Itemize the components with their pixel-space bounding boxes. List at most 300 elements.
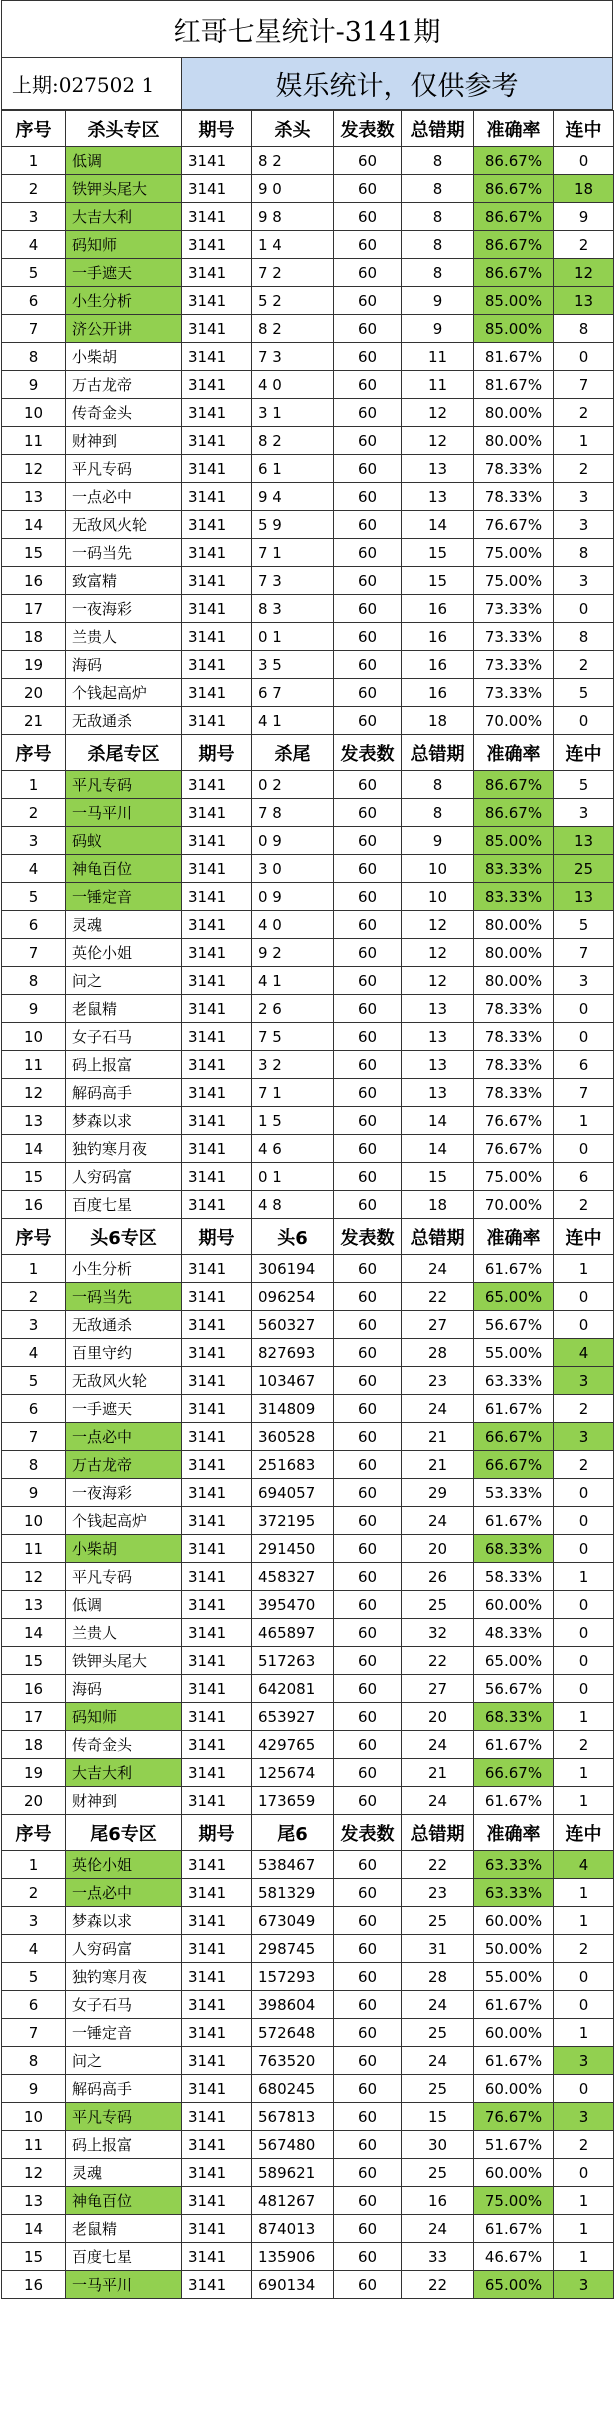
accuracy-rate: 80.00% — [474, 399, 554, 427]
expert-name: 梦森以求 — [66, 1907, 182, 1935]
row-number: 2 — [2, 1879, 66, 1907]
row-number: 12 — [2, 1079, 66, 1107]
table-row — [2, 799, 614, 827]
row-number: 7 — [2, 315, 66, 343]
win-streak: 12 — [554, 259, 614, 287]
accuracy-rate: 78.33% — [474, 1023, 554, 1051]
expert-name: 人穷码富 — [66, 1935, 182, 1963]
win-streak: 0 — [554, 995, 614, 1023]
win-streak: 0 — [554, 1479, 614, 1507]
expert-name: 无敌风火轮 — [66, 1367, 182, 1395]
table-row — [2, 679, 614, 707]
row-number: 15 — [2, 1163, 66, 1191]
accuracy-rate: 66.67% — [474, 1451, 554, 1479]
win-streak: 18 — [554, 175, 614, 203]
post-count: 60 — [334, 371, 402, 399]
accuracy-rate: 60.00% — [474, 1907, 554, 1935]
accuracy-rate: 73.33% — [474, 623, 554, 651]
accuracy-rate: 86.67% — [474, 771, 554, 799]
period-cell: 3141 — [182, 995, 252, 1023]
error-count: 8 — [402, 231, 474, 259]
error-count: 9 — [402, 827, 474, 855]
section-header-row — [2, 111, 614, 147]
error-count: 24 — [402, 2215, 474, 2243]
post-count: 60 — [334, 1535, 402, 1563]
accuracy-rate: 70.00% — [474, 1191, 554, 1219]
header-streak: 连中 — [554, 111, 614, 147]
prediction-value: 4 1 — [252, 967, 334, 995]
header-period: 期号 — [182, 735, 252, 771]
post-count: 60 — [334, 771, 402, 799]
error-count: 9 — [402, 315, 474, 343]
win-streak: 0 — [554, 147, 614, 175]
expert-name: 神龟百位 — [66, 2187, 182, 2215]
period-cell: 3141 — [182, 231, 252, 259]
prediction-value: 0 1 — [252, 1163, 334, 1191]
header-accuracy: 准确率 — [474, 735, 554, 771]
table-row — [2, 1367, 614, 1395]
period-cell: 3141 — [182, 1591, 252, 1619]
win-streak: 1 — [554, 2187, 614, 2215]
row-number: 8 — [2, 967, 66, 995]
row-number: 3 — [2, 827, 66, 855]
win-streak: 2 — [554, 1191, 614, 1219]
error-count: 25 — [402, 2075, 474, 2103]
error-count: 23 — [402, 1879, 474, 1907]
row-number: 6 — [2, 1395, 66, 1423]
prediction-value: 5 2 — [252, 287, 334, 315]
win-streak: 1 — [554, 1107, 614, 1135]
accuracy-rate: 60.00% — [474, 1591, 554, 1619]
period-cell: 3141 — [182, 1451, 252, 1479]
header-period: 期号 — [182, 111, 252, 147]
post-count: 60 — [334, 1963, 402, 1991]
table-row — [2, 595, 614, 623]
post-count: 60 — [334, 855, 402, 883]
post-count: 60 — [334, 1079, 402, 1107]
accuracy-rate: 75.00% — [474, 2187, 554, 2215]
expert-name: 小生分析 — [66, 1255, 182, 1283]
table-row — [2, 1191, 614, 1219]
prediction-value: 298745 — [252, 1935, 334, 1963]
period-cell: 3141 — [182, 827, 252, 855]
row-number: 12 — [2, 2159, 66, 2187]
accuracy-rate: 61.67% — [474, 2215, 554, 2243]
expert-name: 灵魂 — [66, 2159, 182, 2187]
header-errors: 总错期 — [402, 735, 474, 771]
period-cell: 3141 — [182, 1423, 252, 1451]
header-accuracy: 准确率 — [474, 1219, 554, 1255]
error-count: 21 — [402, 1451, 474, 1479]
period-cell: 3141 — [182, 203, 252, 231]
expert-name: 一手遮天 — [66, 1395, 182, 1423]
post-count: 60 — [334, 1563, 402, 1591]
expert-name: 码上报富 — [66, 1051, 182, 1079]
post-count: 60 — [334, 483, 402, 511]
win-streak: 25 — [554, 855, 614, 883]
expert-name: 女子石马 — [66, 1023, 182, 1051]
stats-table-body — [2, 111, 614, 2299]
table-row — [2, 1051, 614, 1079]
expert-name: 传奇金头 — [66, 399, 182, 427]
post-count: 60 — [334, 1255, 402, 1283]
prediction-value: 7 2 — [252, 259, 334, 287]
win-streak: 8 — [554, 623, 614, 651]
period-cell: 3141 — [182, 1619, 252, 1647]
row-number: 2 — [2, 1283, 66, 1311]
post-count: 60 — [334, 1479, 402, 1507]
expert-name: 老鼠精 — [66, 995, 182, 1023]
table-row — [2, 1759, 614, 1787]
prediction-value: 306194 — [252, 1255, 334, 1283]
accuracy-rate: 66.67% — [474, 1759, 554, 1787]
table-row — [2, 1879, 614, 1907]
period-cell: 3141 — [182, 259, 252, 287]
error-count: 24 — [402, 1731, 474, 1759]
info-row — [1, 58, 613, 110]
win-streak: 2 — [554, 231, 614, 259]
table-row — [2, 1619, 614, 1647]
prediction-value: 372195 — [252, 1507, 334, 1535]
table-row — [2, 1135, 614, 1163]
post-count: 60 — [334, 2047, 402, 2075]
period-cell: 3141 — [182, 2047, 252, 2075]
expert-name: 一点必中 — [66, 483, 182, 511]
header-posts: 发表数 — [334, 1219, 402, 1255]
row-number: 11 — [2, 1051, 66, 1079]
header-posts: 发表数 — [334, 1815, 402, 1851]
error-count: 8 — [402, 771, 474, 799]
accuracy-rate: 78.33% — [474, 995, 554, 1023]
expert-name: 低调 — [66, 147, 182, 175]
table-row — [2, 1311, 614, 1339]
win-streak: 2 — [554, 1731, 614, 1759]
row-number: 3 — [2, 1907, 66, 1935]
error-count: 22 — [402, 1283, 474, 1311]
win-streak: 0 — [554, 1311, 614, 1339]
expert-name: 万古龙帝 — [66, 1451, 182, 1479]
post-count: 60 — [334, 427, 402, 455]
table-row — [2, 2019, 614, 2047]
header-no: 序号 — [2, 1815, 66, 1851]
win-streak: 9 — [554, 203, 614, 231]
win-streak: 0 — [554, 1619, 614, 1647]
post-count: 60 — [334, 995, 402, 1023]
header-no: 序号 — [2, 735, 66, 771]
row-number: 12 — [2, 1563, 66, 1591]
error-count: 10 — [402, 883, 474, 911]
table-row — [2, 539, 614, 567]
expert-name: 英伦小姐 — [66, 1851, 182, 1879]
period-cell: 3141 — [182, 1991, 252, 2019]
error-count: 8 — [402, 259, 474, 287]
expert-name: 无敌风火轮 — [66, 511, 182, 539]
stats-table — [1, 110, 614, 2299]
row-number: 7 — [2, 2019, 66, 2047]
post-count: 60 — [334, 1163, 402, 1191]
win-streak: 7 — [554, 1079, 614, 1107]
period-cell: 3141 — [182, 1935, 252, 1963]
error-count: 15 — [402, 567, 474, 595]
accuracy-rate: 86.67% — [474, 259, 554, 287]
row-number: 3 — [2, 203, 66, 231]
table-row — [2, 231, 614, 259]
period-cell: 3141 — [182, 1851, 252, 1879]
win-streak: 1 — [554, 1787, 614, 1815]
accuracy-rate: 55.00% — [474, 1339, 554, 1367]
period-cell: 3141 — [182, 2243, 252, 2271]
accuracy-rate: 80.00% — [474, 911, 554, 939]
table-row — [2, 203, 614, 231]
win-streak: 5 — [554, 911, 614, 939]
header-period: 期号 — [182, 1815, 252, 1851]
row-number: 5 — [2, 883, 66, 911]
row-number: 10 — [2, 2103, 66, 2131]
period-cell: 3141 — [182, 1963, 252, 1991]
error-count: 13 — [402, 1079, 474, 1107]
expert-name: 财神到 — [66, 1787, 182, 1815]
table-row — [2, 651, 614, 679]
accuracy-rate: 75.00% — [474, 1163, 554, 1191]
expert-name: 平凡专码 — [66, 771, 182, 799]
period-cell: 3141 — [182, 1675, 252, 1703]
win-streak: 3 — [554, 2047, 614, 2075]
accuracy-rate: 86.67% — [474, 203, 554, 231]
accuracy-rate: 73.33% — [474, 679, 554, 707]
section-header-row — [2, 735, 614, 771]
post-count: 60 — [334, 2131, 402, 2159]
row-number: 20 — [2, 679, 66, 707]
period-cell: 3141 — [182, 1535, 252, 1563]
expert-name: 百里守约 — [66, 1339, 182, 1367]
post-count: 60 — [334, 2075, 402, 2103]
section-header-row — [2, 1815, 614, 1851]
accuracy-rate: 61.67% — [474, 1395, 554, 1423]
win-streak: 3 — [554, 967, 614, 995]
win-streak: 8 — [554, 539, 614, 567]
prediction-value: 8 2 — [252, 427, 334, 455]
win-streak: 0 — [554, 1023, 614, 1051]
table-row — [2, 1535, 614, 1563]
error-count: 16 — [402, 651, 474, 679]
period-cell: 3141 — [182, 623, 252, 651]
expert-name: 铁钾头尾大 — [66, 175, 182, 203]
accuracy-rate: 56.67% — [474, 1675, 554, 1703]
post-count: 60 — [334, 707, 402, 735]
expert-name: 无敌通杀 — [66, 1311, 182, 1339]
table-row — [2, 1731, 614, 1759]
win-streak: 0 — [554, 1647, 614, 1675]
prediction-value: 538467 — [252, 1851, 334, 1879]
accuracy-rate: 70.00% — [474, 707, 554, 735]
error-count: 14 — [402, 1135, 474, 1163]
win-streak: 13 — [554, 287, 614, 315]
table-row — [2, 511, 614, 539]
prediction-value: 6 7 — [252, 679, 334, 707]
period-cell: 3141 — [182, 2019, 252, 2047]
accuracy-rate: 80.00% — [474, 939, 554, 967]
accuracy-rate: 80.00% — [474, 967, 554, 995]
accuracy-rate: 75.00% — [474, 539, 554, 567]
row-number: 17 — [2, 1703, 66, 1731]
period-cell: 3141 — [182, 1395, 252, 1423]
expert-name: 万古龙帝 — [66, 371, 182, 399]
post-count: 60 — [334, 259, 402, 287]
accuracy-rate: 65.00% — [474, 1647, 554, 1675]
table-row — [2, 455, 614, 483]
header-posts: 发表数 — [334, 111, 402, 147]
prediction-value: 465897 — [252, 1619, 334, 1647]
expert-name: 一马平川 — [66, 799, 182, 827]
expert-name: 解码高手 — [66, 1079, 182, 1107]
prediction-value: 0 1 — [252, 623, 334, 651]
error-count: 12 — [402, 939, 474, 967]
header-section: 尾6专区 — [66, 1815, 182, 1851]
row-number: 19 — [2, 1759, 66, 1787]
table-row — [2, 1255, 614, 1283]
table-row — [2, 483, 614, 511]
row-number: 13 — [2, 483, 66, 511]
table-row — [2, 1451, 614, 1479]
accuracy-rate: 51.67% — [474, 2131, 554, 2159]
error-count: 29 — [402, 1479, 474, 1507]
win-streak: 0 — [554, 2159, 614, 2187]
accuracy-rate: 75.00% — [474, 567, 554, 595]
accuracy-rate: 58.33% — [474, 1563, 554, 1591]
expert-name: 低调 — [66, 1591, 182, 1619]
expert-name: 一锤定音 — [66, 883, 182, 911]
table-row — [2, 371, 614, 399]
table-row — [2, 2159, 614, 2187]
post-count: 60 — [334, 1675, 402, 1703]
prediction-value: 673049 — [252, 1907, 334, 1935]
period-cell: 3141 — [182, 1563, 252, 1591]
table-row — [2, 883, 614, 911]
prediction-value: 874013 — [252, 2215, 334, 2243]
accuracy-rate: 61.67% — [474, 1991, 554, 2019]
post-count: 60 — [334, 1759, 402, 1787]
table-row — [2, 147, 614, 175]
prediction-value: 7 3 — [252, 343, 334, 371]
win-streak: 0 — [554, 1675, 614, 1703]
post-count: 60 — [334, 1703, 402, 1731]
row-number: 6 — [2, 287, 66, 315]
expert-name: 一点必中 — [66, 1879, 182, 1907]
period-cell: 3141 — [182, 1135, 252, 1163]
period-cell: 3141 — [182, 1051, 252, 1079]
expert-name: 小柴胡 — [66, 343, 182, 371]
prediction-value: 096254 — [252, 1283, 334, 1311]
post-count: 60 — [334, 623, 402, 651]
period-cell: 3141 — [182, 1647, 252, 1675]
row-number: 5 — [2, 1367, 66, 1395]
win-streak: 13 — [554, 883, 614, 911]
header-streak: 连中 — [554, 1219, 614, 1255]
accuracy-rate: 56.67% — [474, 1311, 554, 1339]
period-cell: 3141 — [182, 147, 252, 175]
row-number: 11 — [2, 2131, 66, 2159]
win-streak: 0 — [554, 343, 614, 371]
post-count: 60 — [334, 2187, 402, 2215]
table-row — [2, 1935, 614, 1963]
table-row — [2, 1907, 614, 1935]
period-cell: 3141 — [182, 371, 252, 399]
table-row — [2, 399, 614, 427]
prediction-value: 125674 — [252, 1759, 334, 1787]
section-header-row — [2, 1219, 614, 1255]
expert-name: 百度七星 — [66, 1191, 182, 1219]
table-row — [2, 623, 614, 651]
post-count: 60 — [334, 1507, 402, 1535]
post-count: 60 — [334, 1395, 402, 1423]
row-number: 13 — [2, 2187, 66, 2215]
period-cell: 3141 — [182, 1163, 252, 1191]
accuracy-rate: 55.00% — [474, 1963, 554, 1991]
table-row — [2, 1079, 614, 1107]
prediction-value: 9 4 — [252, 483, 334, 511]
error-count: 16 — [402, 623, 474, 651]
row-number: 2 — [2, 799, 66, 827]
error-count: 30 — [402, 2131, 474, 2159]
accuracy-rate: 78.33% — [474, 455, 554, 483]
error-count: 13 — [402, 1023, 474, 1051]
post-count: 60 — [334, 1647, 402, 1675]
accuracy-rate: 46.67% — [474, 2243, 554, 2271]
error-count: 31 — [402, 1935, 474, 1963]
expert-name: 人穷码富 — [66, 1163, 182, 1191]
accuracy-rate: 85.00% — [474, 827, 554, 855]
prediction-value: 1 4 — [252, 231, 334, 259]
win-streak: 1 — [554, 2243, 614, 2271]
error-count: 12 — [402, 399, 474, 427]
table-row — [2, 343, 614, 371]
win-streak: 2 — [554, 1395, 614, 1423]
win-streak: 0 — [554, 1135, 614, 1163]
header-streak: 连中 — [554, 735, 614, 771]
period-cell: 3141 — [182, 2075, 252, 2103]
error-count: 28 — [402, 1339, 474, 1367]
table-row — [2, 1963, 614, 1991]
table-row — [2, 1479, 614, 1507]
expert-name: 独钓寒月夜 — [66, 1963, 182, 1991]
prediction-value: 694057 — [252, 1479, 334, 1507]
period-cell: 3141 — [182, 1703, 252, 1731]
expert-name: 财神到 — [66, 427, 182, 455]
expert-name: 兰贵人 — [66, 1619, 182, 1647]
error-count: 22 — [402, 2271, 474, 2299]
post-count: 60 — [334, 1619, 402, 1647]
post-count: 60 — [334, 595, 402, 623]
row-number: 7 — [2, 939, 66, 967]
prediction-value: 680245 — [252, 2075, 334, 2103]
prediction-value: 3 1 — [252, 399, 334, 427]
expert-name: 梦森以求 — [66, 1107, 182, 1135]
expert-name: 平凡专码 — [66, 455, 182, 483]
post-count: 60 — [334, 1423, 402, 1451]
table-row — [2, 967, 614, 995]
row-number: 9 — [2, 1479, 66, 1507]
error-count: 24 — [402, 2047, 474, 2075]
expert-name: 一马平川 — [66, 2271, 182, 2299]
period-cell: 3141 — [182, 2103, 252, 2131]
prediction-value: 398604 — [252, 1991, 334, 2019]
prediction-value: 481267 — [252, 2187, 334, 2215]
post-count: 60 — [334, 1591, 402, 1619]
error-count: 24 — [402, 1507, 474, 1535]
accuracy-rate: 63.33% — [474, 1879, 554, 1907]
win-streak: 3 — [554, 2103, 614, 2131]
accuracy-rate: 65.00% — [474, 1283, 554, 1311]
